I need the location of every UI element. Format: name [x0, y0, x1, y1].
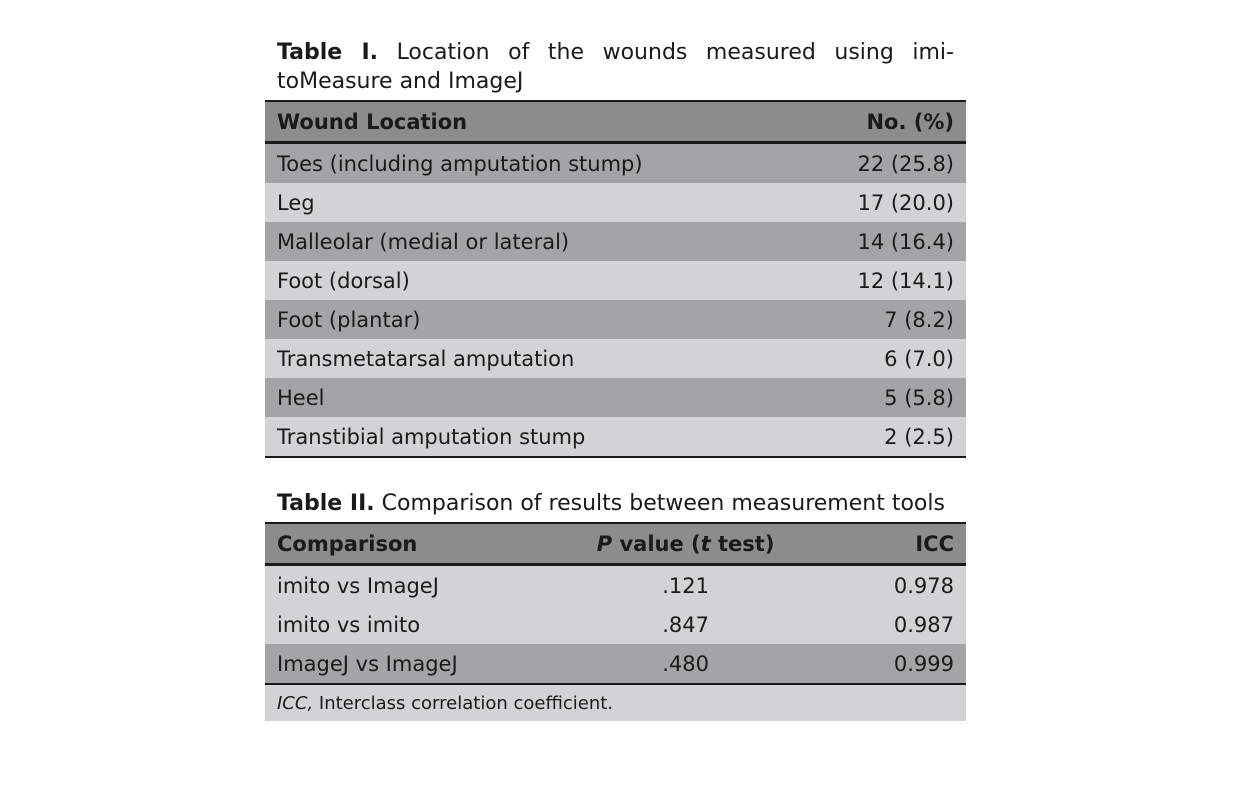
header-pvalue-t: t — [700, 531, 711, 556]
cell-location: Leg — [277, 190, 315, 215]
header-count: No. (%) — [866, 109, 954, 134]
table-1-caption — [265, 38, 966, 96]
table-row — [265, 644, 966, 684]
cell-location: Foot (dorsal) — [277, 268, 410, 293]
cell-location: Heel — [277, 385, 325, 410]
cell-pvalue: .480 — [662, 651, 709, 676]
cell-count: 2 (2.5) — [884, 424, 954, 449]
cell-count: 6 (7.0) — [884, 346, 954, 371]
header-pvalue-end: test) — [710, 531, 775, 556]
table-row — [265, 183, 966, 222]
cell-icc: 0.978 — [893, 573, 954, 598]
table-2-caption-text: Comparison of results between measurement tools — [381, 491, 945, 516]
footnote-text: Interclass correlation coefficient. — [313, 692, 614, 714]
cell-count: 17 (20.0) — [857, 190, 954, 215]
table-2-caption-label: Table II. — [277, 491, 375, 516]
cell-location: Malleolar (medial or lateral) — [277, 229, 570, 254]
cell-pvalue: .847 — [662, 612, 709, 637]
header-icc: ICC — [915, 531, 954, 556]
cell-count: 12 (14.1) — [857, 268, 954, 293]
table-1-caption-text: Location of the wounds measured using imi-toMeasure and ImageJ — [277, 40, 954, 94]
table-row — [265, 417, 966, 457]
header-pvalue — [573, 523, 797, 565]
table-2-caption — [265, 489, 966, 518]
cell-location: Transtibial amputation stump — [277, 424, 586, 449]
table-row — [265, 143, 966, 184]
table-2-footnote — [265, 684, 966, 721]
table-row — [265, 261, 966, 300]
wound-location-table — [265, 100, 966, 458]
cell-count: 7 (8.2) — [884, 307, 954, 332]
table-row — [265, 222, 966, 261]
cell-count: 5 (5.8) — [884, 385, 954, 410]
header-comparison: Comparison — [277, 531, 418, 556]
cell-location: Transmetatarsal amputation — [277, 346, 575, 371]
cell-count: 22 (25.8) — [857, 151, 954, 176]
header-wound-location: Wound Location — [277, 109, 468, 134]
header-pvalue-mid: value ( — [612, 531, 701, 556]
cell-count: 14 (16.4) — [857, 229, 954, 254]
table-1 — [265, 38, 966, 458]
footnote-abbreviation: ICC, — [277, 692, 314, 714]
table-1-caption-label: Table I. — [277, 40, 378, 65]
table-row — [265, 339, 966, 378]
cell-location: Toes (including amputation stump) — [277, 151, 643, 176]
comparison-table — [265, 522, 966, 721]
cell-icc: 0.987 — [893, 612, 954, 637]
table-2-header-row — [265, 523, 966, 565]
cell-icc: 0.999 — [893, 651, 954, 676]
cell-comparison: imito vs imito — [277, 612, 421, 637]
table-1-header-row — [265, 101, 966, 143]
cell-location: Foot (plantar) — [277, 307, 421, 332]
table-row — [265, 605, 966, 644]
cell-comparison: ImageJ vs ImageJ — [277, 651, 458, 676]
cell-comparison: imito vs ImageJ — [277, 573, 439, 598]
table-2 — [265, 489, 966, 721]
table-row — [265, 300, 966, 339]
header-pvalue-p: P — [596, 531, 613, 556]
cell-pvalue: .121 — [662, 573, 709, 598]
table-row — [265, 378, 966, 417]
footnote-cell — [265, 684, 966, 721]
table-row — [265, 565, 966, 606]
